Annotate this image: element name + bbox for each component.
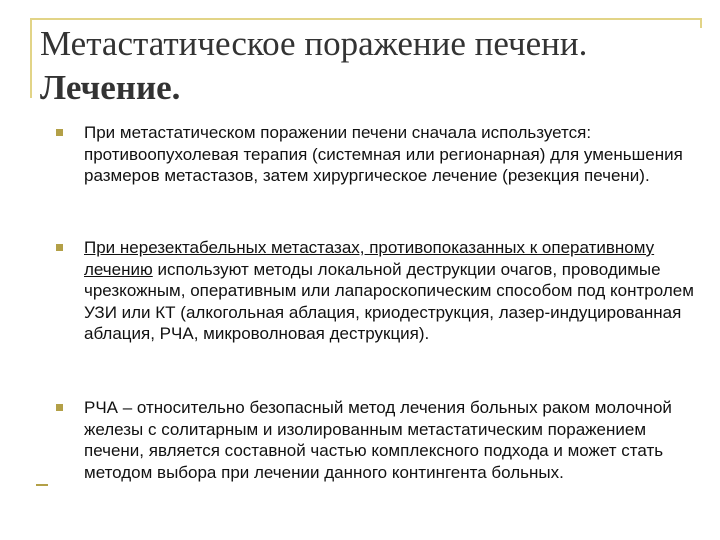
bullet-text-3: РЧА – относительно безопасный метод лечения больных раком молочной железы с солитарным и изолированным метастатическим поражением печени, является составной частью комплексного подхода и может стать методом выбора при лечении данного контингента больных. bbox=[84, 398, 672, 482]
bullet-text-2-underlined: При нерезектабельных метастазах, противопоказанных к оперативному лечению bbox=[84, 238, 655, 279]
frame-right-border bbox=[700, 18, 702, 28]
frame-left-border bbox=[30, 18, 32, 98]
bullet-text-1: При метастатическом поражении печени сначала используется: противоопухолевая терапия (системная или регионарная) для уменьшения размеров метастазов, затем хирургическое лечение (резекция печени). bbox=[84, 123, 683, 185]
slide-title bbox=[40, 22, 700, 110]
square-bullet-icon bbox=[56, 244, 63, 251]
title-line-1: Метастатическое поражение печени. bbox=[40, 24, 588, 63]
square-bullet-icon bbox=[56, 404, 63, 411]
title-line-2: Лечение. bbox=[40, 68, 181, 107]
footer-accent-line bbox=[36, 484, 48, 486]
frame-top-border bbox=[30, 18, 702, 20]
bullet-text-2 bbox=[84, 237, 694, 345]
square-bullet-icon bbox=[56, 129, 63, 136]
bullet-text-2-rest: используют методы локальной деструкции очагов, проводимые чрезкожным, оперативным или лапароскопическим способом под контролем УЗИ или КТ (алкогольная аблация, криодеструкция, лазер-индуцированная аблация, РЧА, микроволновая деструкция). bbox=[84, 259, 694, 343]
